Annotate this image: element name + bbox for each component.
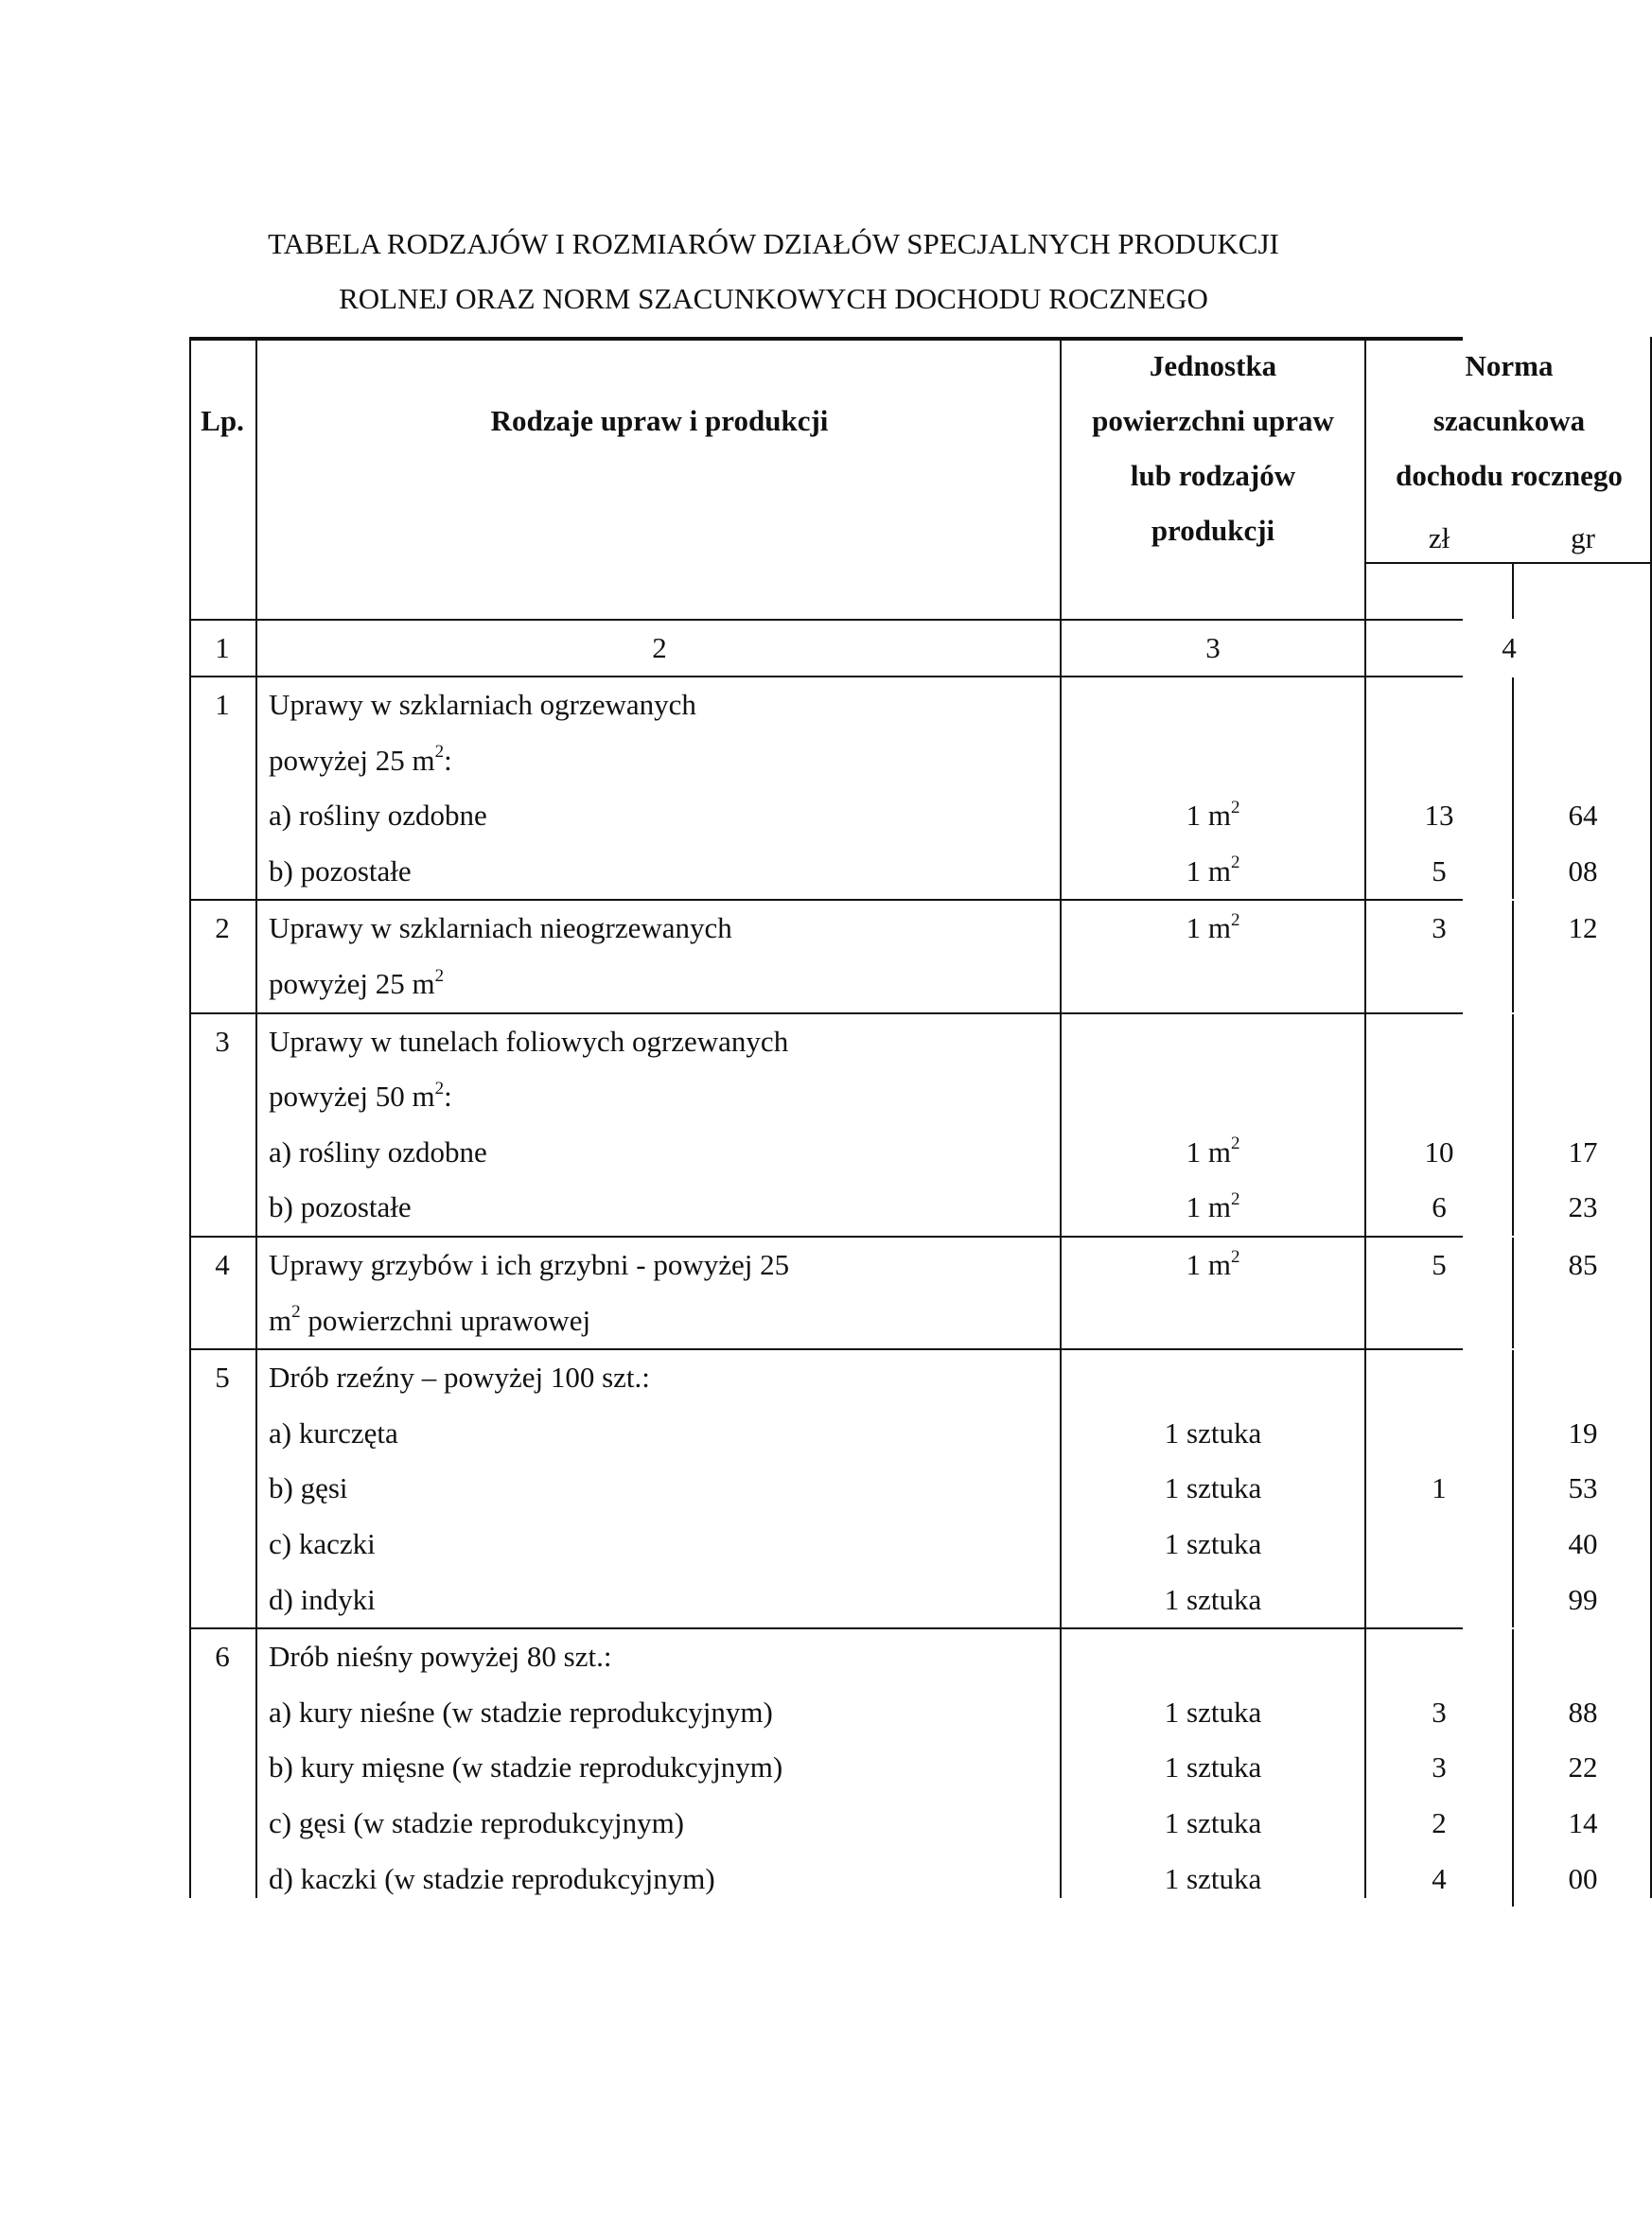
- row-zl: [1366, 1014, 1512, 1070]
- superscript: 2: [1230, 797, 1240, 817]
- row-gr: 19: [1568, 1415, 1598, 1450]
- grid-line: [1512, 1014, 1514, 1236]
- row-zl: [1366, 1069, 1512, 1125]
- column-number: 2: [652, 631, 667, 664]
- row-description: c) kaczki: [269, 1526, 376, 1560]
- grid-line: [1060, 337, 1062, 1898]
- grid-line: [1512, 562, 1514, 619]
- row-gr: [1514, 733, 1652, 789]
- grid-line: [189, 337, 191, 1898]
- row-unit: [1062, 1350, 1364, 1406]
- grid-line: [1512, 1629, 1514, 1907]
- row-unit: 1 sztuka: [1164, 1471, 1262, 1505]
- row-description: d) indyki: [269, 1582, 376, 1616]
- row-zl: 3: [1432, 1750, 1447, 1784]
- row-unit: [1062, 957, 1364, 1012]
- row-gr: 85: [1568, 1248, 1598, 1281]
- row-unit: 1 sztuka: [1164, 1805, 1262, 1839]
- grid-line: [1364, 562, 1652, 564]
- row-zl: [1366, 733, 1512, 789]
- column-number: 4: [1502, 631, 1517, 664]
- row-unit: 1 $m^2$: [1186, 797, 1240, 833]
- row-unit: 1 $m^2$: [1186, 1246, 1240, 1281]
- header-norm-line: szacunkowa: [1432, 404, 1586, 437]
- row-unit: 1 sztuka: [1164, 1750, 1262, 1784]
- table-row: [189, 1238, 1598, 1348]
- row-unit: [1062, 733, 1364, 789]
- grid-line: [189, 1348, 1463, 1350]
- row-gr: [1514, 1069, 1652, 1125]
- row-zl: [1366, 1293, 1512, 1349]
- row-gr: 17: [1568, 1134, 1598, 1169]
- row-unit: [1062, 1293, 1364, 1349]
- row-unit: 1 sztuka: [1164, 1582, 1262, 1616]
- row-description: a) rośliny ozdobne: [269, 799, 487, 833]
- row-unit: 1 sztuka: [1164, 1695, 1262, 1729]
- grid-line: [189, 619, 1463, 621]
- row-gr: 22: [1568, 1750, 1598, 1784]
- superscript: 2: [291, 1302, 301, 1323]
- row-unit: 1 $m^2$: [1186, 910, 1240, 945]
- column-number: 1: [215, 631, 230, 664]
- table-row: [189, 901, 1598, 1011]
- header-norm-line: Norma: [1465, 349, 1554, 382]
- row-zl: [1366, 1573, 1512, 1628]
- grid-line: [1512, 1238, 1514, 1348]
- row-zl: 2: [1432, 1805, 1447, 1839]
- row-description: a) kury nieśne (w stadzie reprodukcyjnym): [269, 1695, 773, 1729]
- row-number: 1: [215, 688, 230, 721]
- row-zl: 6: [1432, 1190, 1447, 1224]
- header-lp: Lp.: [201, 404, 244, 437]
- superscript: 2: [1230, 853, 1240, 873]
- row-unit: 1 sztuka: [1164, 1415, 1262, 1450]
- superscript: 2: [1230, 910, 1240, 931]
- row-unit: 1 sztuka: [1164, 1526, 1262, 1560]
- row-unit: 1 $m^2$: [1186, 1134, 1240, 1169]
- row-gr: 88: [1568, 1695, 1598, 1729]
- row-gr: 64: [1568, 799, 1598, 833]
- row-zl: [1366, 957, 1512, 1012]
- row-zl: 1: [1432, 1471, 1447, 1505]
- row-zl: [1366, 1517, 1512, 1573]
- header-description: Rodzaje upraw i produkcji: [490, 404, 829, 437]
- superscript: 2: [1230, 1189, 1240, 1210]
- row-unit: [1062, 1069, 1364, 1125]
- superscript: 2: [1230, 1246, 1240, 1267]
- row-description: powyżej 25 $m^2$:: [269, 742, 452, 777]
- row-zl: 5: [1432, 853, 1447, 888]
- column-numbers-row: [189, 621, 1517, 676]
- header-unit-line: Jednostka: [1149, 349, 1277, 382]
- row-description: Uprawy grzybów i ich grzybni - powyżej 25: [269, 1248, 790, 1281]
- row-number: 5: [215, 1361, 230, 1395]
- row-unit: 1 $m^2$: [1186, 853, 1240, 888]
- header-unit-line: powierzchni upraw: [1092, 404, 1334, 437]
- row-gr: 99: [1568, 1582, 1598, 1616]
- header-unit: [1062, 339, 1364, 562]
- row-unit: [1062, 1629, 1364, 1685]
- row-zl: 13: [1424, 799, 1454, 833]
- row-description: $m^2$ powierzchni uprawowej: [269, 1302, 591, 1337]
- row-description: Uprawy w szklarniach ogrzewanych: [269, 688, 696, 721]
- row-zl: [1366, 1350, 1512, 1406]
- row-gr: 00: [1568, 1861, 1598, 1895]
- row-description: a) kurczęta: [269, 1415, 398, 1450]
- row-gr: [1514, 1014, 1652, 1070]
- row-description: c) gęsi (w stadzie reprodukcyjnym): [269, 1805, 685, 1839]
- row-unit: [1062, 677, 1364, 733]
- document-title-line-1: TABELA RODZAJÓW I ROZMIARÓW DZIAŁÓW SPECJALNYCH PRODUKCJI: [268, 227, 1279, 260]
- row-zl: 4: [1432, 1861, 1447, 1895]
- header-norm: [1366, 339, 1652, 509]
- row-zl: 5: [1432, 1248, 1447, 1281]
- table-row: [189, 1014, 1598, 1236]
- superscript: 2: [434, 742, 445, 763]
- row-gr: [1514, 1293, 1652, 1349]
- superscript: 2: [1230, 1134, 1240, 1154]
- row-gr: 23: [1568, 1190, 1598, 1224]
- row-unit: 1 sztuka: [1164, 1861, 1262, 1895]
- row-description: b) kury mięsne (w stadzie reprodukcyjnym): [269, 1750, 783, 1784]
- row-unit: [1062, 1014, 1364, 1070]
- row-gr: 08: [1568, 853, 1598, 888]
- grid-line: [189, 1627, 1463, 1629]
- row-description: b) pozostałe: [269, 1190, 412, 1224]
- row-gr: [1514, 1629, 1652, 1685]
- row-description: Uprawy w tunelach foliowych ogrzewanych: [269, 1024, 789, 1058]
- grid-line: [189, 899, 1463, 901]
- header-zl: zł: [1428, 521, 1450, 554]
- row-gr: [1514, 1350, 1652, 1406]
- row-zl: 10: [1424, 1134, 1454, 1169]
- row-description: a) rośliny ozdobne: [269, 1134, 487, 1169]
- grid-line: [189, 676, 1463, 677]
- superscript: 2: [434, 1078, 445, 1099]
- row-description: Uprawy w szklarniach nieogrzewanych: [269, 911, 732, 945]
- row-gr: 53: [1568, 1471, 1598, 1505]
- document-title-line-2: ROLNEJ ORAZ NORM SZACUNKOWYCH DOCHODU ROCZNEGO: [339, 282, 1208, 315]
- row-gr: 12: [1568, 911, 1598, 945]
- grid-line: [189, 1236, 1463, 1238]
- header-unit-line: lub rodzajów: [1130, 459, 1296, 492]
- row-number: 3: [215, 1024, 230, 1058]
- grid-line: [1512, 677, 1514, 899]
- row-description: powyżej 25 $m^2$: [269, 965, 445, 1000]
- grid-line: [255, 337, 257, 1898]
- row-zl: [1366, 677, 1512, 733]
- row-zl: [1366, 1406, 1512, 1462]
- grid-line: [1364, 337, 1366, 1898]
- row-number: 2: [215, 911, 230, 945]
- row-zl: [1366, 1629, 1512, 1685]
- row-gr: 14: [1568, 1805, 1598, 1839]
- row-description: b) pozostałe: [269, 853, 412, 888]
- grid-line: [1512, 901, 1514, 1011]
- row-zl: 3: [1432, 1695, 1447, 1729]
- row-description: powyżej 50 $m^2$:: [269, 1078, 452, 1114]
- row-number: 4: [215, 1248, 230, 1281]
- header-gr: gr: [1571, 521, 1595, 554]
- row-unit: 1 $m^2$: [1186, 1189, 1240, 1224]
- row-description: Drób nieśny powyżej 80 szt.:: [269, 1640, 612, 1674]
- table-header: [189, 341, 1623, 564]
- row-zl: 3: [1432, 911, 1447, 945]
- row-number: 6: [215, 1640, 230, 1674]
- row-gr: [1514, 677, 1652, 733]
- header-norm-line: dochodu rocznego: [1396, 459, 1623, 492]
- grid-line: [189, 1012, 1463, 1014]
- header-unit-line: produkcji: [1151, 514, 1275, 547]
- table-row: [189, 677, 1598, 899]
- row-description: Drób rzeźny – powyżej 100 szt.:: [269, 1361, 650, 1395]
- row-description: b) gęsi: [269, 1471, 348, 1505]
- row-description: d) kaczki (w stadzie reprodukcyjnym): [269, 1861, 715, 1895]
- table-row: [189, 1629, 1598, 1907]
- column-number: 3: [1205, 631, 1221, 664]
- row-gr: [1514, 957, 1652, 1012]
- row-gr: 40: [1568, 1526, 1598, 1560]
- table-row: [189, 1350, 1598, 1627]
- superscript: 2: [434, 965, 445, 986]
- grid-line: [1512, 1350, 1514, 1627]
